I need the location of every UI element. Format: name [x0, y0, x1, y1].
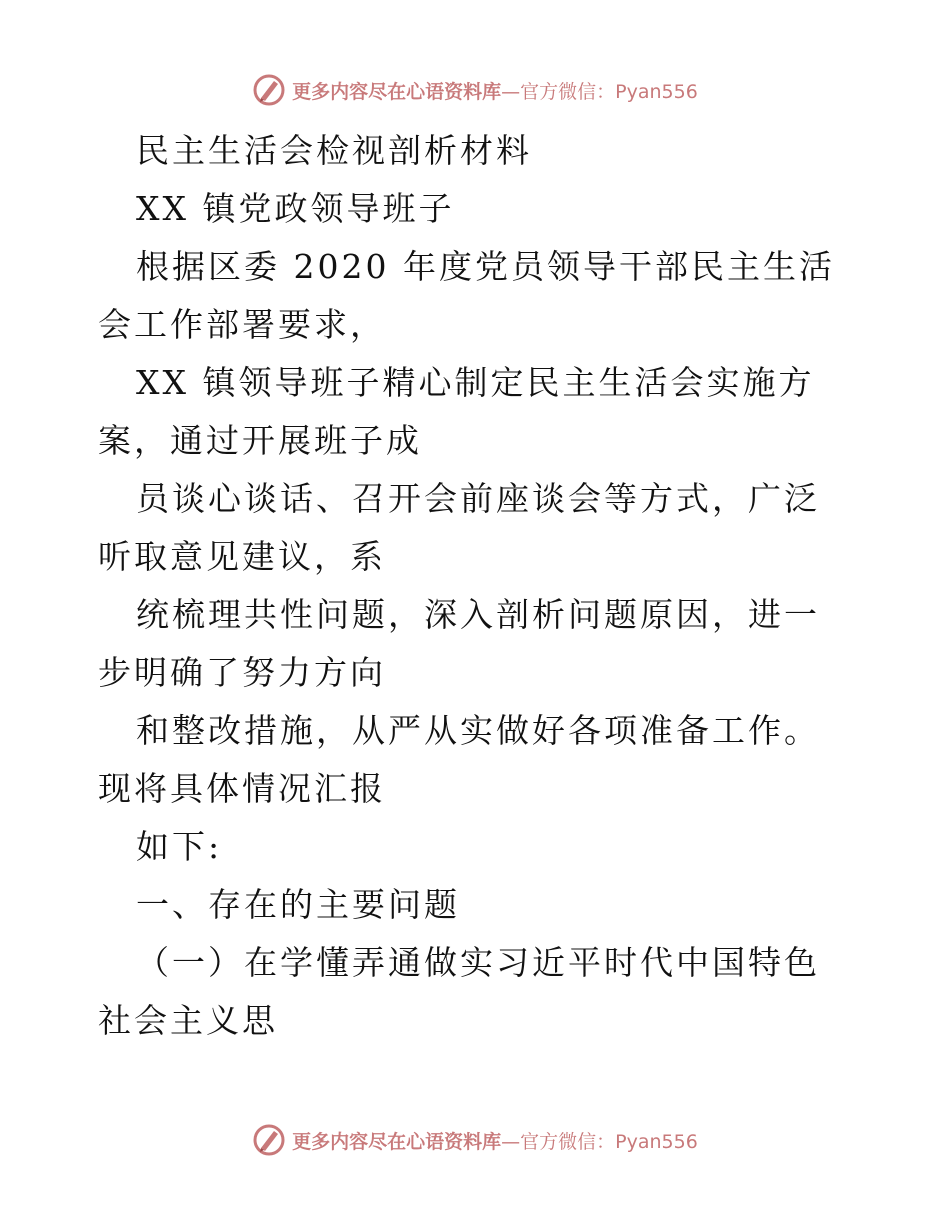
paragraph: XX 镇领导班子精心制定民主生活会实施方案，通过开展班子成	[98, 363, 815, 460]
paragraph: 和整改措施，从严从实做好各项准备工作。现将具体情况汇报	[98, 711, 820, 808]
pen-logo-icon	[252, 1123, 286, 1157]
section-heading: 一、存在的主要问题	[136, 885, 460, 924]
watermark-dash: —	[501, 80, 521, 103]
document-author: XX 镇党政领导班子	[136, 189, 455, 228]
paragraph: 如下:	[136, 827, 223, 866]
watermark-header	[0, 70, 950, 110]
watermark-brand: 更多内容尽在心语资料库	[292, 1130, 502, 1153]
pen-logo-icon	[252, 73, 286, 107]
watermark-contact: 官方微信：Pyan556	[520, 1130, 698, 1153]
paragraph: 根据区委 2020 年度党员领导干部民主生活会工作部署要求，	[98, 247, 835, 344]
subsection-heading: （一）在学懂弄通做实习近平时代中国特色社会主义思	[98, 943, 820, 1040]
watermark-footer	[0, 1120, 950, 1160]
watermark-dash: —	[501, 1130, 521, 1153]
watermark-contact: 官方微信：Pyan556	[520, 80, 698, 103]
watermark-brand: 更多内容尽在心语资料库	[292, 80, 502, 103]
watermark-text	[292, 77, 698, 104]
paragraph: 统梳理共性问题，深入剖析问题原因，进一步明确了努力方向	[98, 595, 820, 692]
document-title: 民主生活会检视剖析材料	[136, 131, 532, 170]
watermark-text	[292, 1127, 698, 1154]
document-body	[98, 122, 852, 1050]
paragraph: 员谈心谈话、召开会前座谈会等方式，广泛听取意见建议，系	[98, 479, 820, 576]
